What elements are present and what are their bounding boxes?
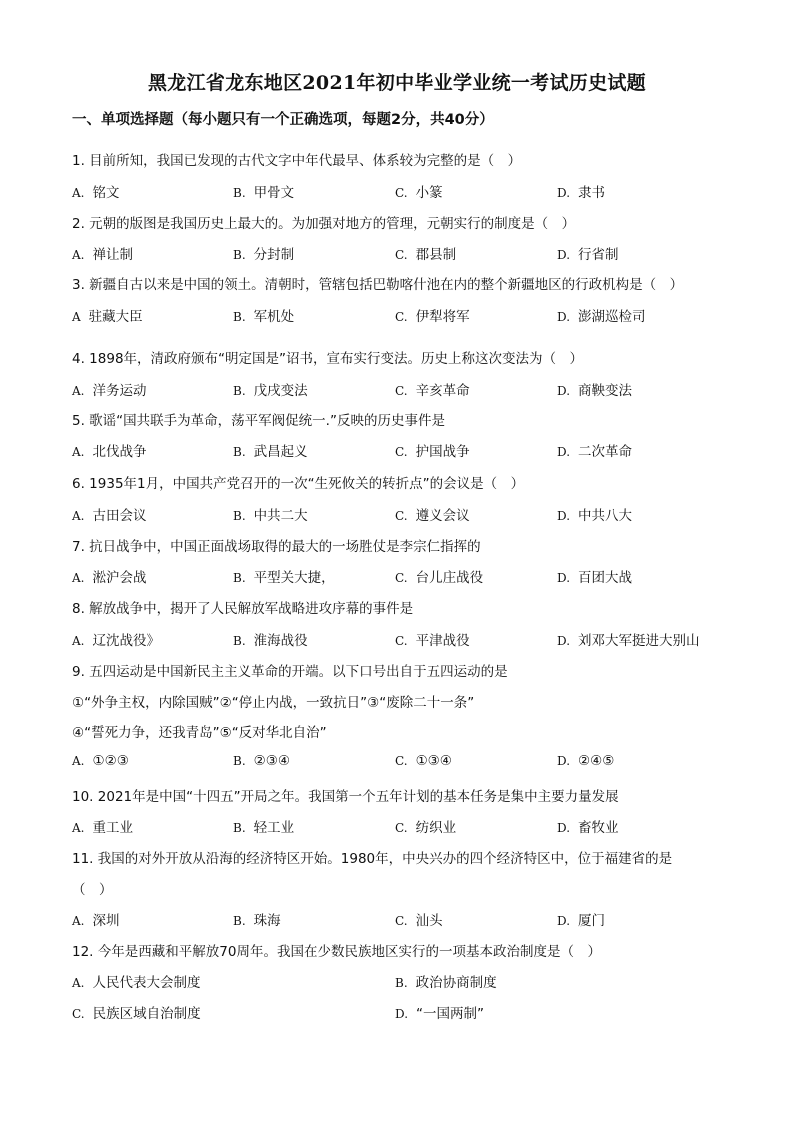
option-text: 二次革命: [578, 444, 633, 460]
question-11-option-b: [233, 909, 281, 929]
option-text: 纺织业: [415, 820, 457, 836]
question-7-stem: 7. 抗日战争中，中国正面战场取得的最大的一场胜仗是李宗仁指挥的: [72, 539, 481, 555]
option-text: 辽沈战役》: [92, 633, 160, 649]
question-6-option-b: [233, 504, 308, 524]
option-text: ①②③: [92, 753, 129, 769]
question-11-stem: （ ）: [72, 882, 113, 898]
question-11-option-d: [557, 909, 605, 929]
option-text: 洋务运动: [92, 383, 147, 399]
option-letter: B.: [233, 914, 246, 928]
question-3-option-a: [72, 305, 143, 325]
option-text: ②④⑤: [578, 753, 615, 769]
option-text: 民族区域自治制度: [92, 1006, 201, 1022]
question-9-stem: ④“誓死力争，还我青岛”⑤“反对华北自治”: [72, 725, 327, 741]
question-6-option-a: [72, 504, 146, 524]
question-8-option-c: [395, 629, 470, 649]
option-letter: A.: [72, 509, 85, 523]
question-1-option-d: [557, 181, 605, 201]
option-letter: D.: [557, 248, 571, 262]
question-4-option-b: [233, 379, 308, 399]
option-text: 平型关大捷，: [253, 570, 335, 586]
option-text: 珠海: [253, 913, 281, 929]
question-9-option-b: [233, 753, 290, 769]
option-text: 汕头: [415, 913, 443, 929]
question-1-stem: 1. 目前所知，我国已发现的古代文字中年代最早、体系较为完整的是（ ）: [72, 153, 522, 169]
option-text: 刘邓大军挺进大别山: [578, 633, 700, 649]
question-7-option-a: [72, 566, 146, 586]
question-10-option-a: [72, 816, 133, 836]
question-2-option-c: [395, 243, 456, 263]
question-5-stem: 5. 歌谣“国共联手为革命，荡平军阀促统一.”反映的历史事件是: [72, 413, 445, 429]
question-1-option-b: [233, 181, 294, 201]
option-text: 小篆: [415, 185, 443, 201]
question-4-option-c: [395, 379, 470, 399]
option-letter: A.: [72, 754, 85, 768]
option-text: ①③④: [415, 753, 452, 769]
question-11-option-a: [72, 909, 119, 929]
option-letter: A: [72, 310, 81, 324]
option-text: 武昌起义: [253, 444, 308, 460]
question-3-option-b: [233, 305, 294, 325]
option-letter: C.: [72, 1007, 85, 1021]
option-letter: C.: [395, 754, 408, 768]
option-letter: C.: [395, 821, 408, 835]
option-text: 北伐战争: [92, 444, 147, 460]
option-text: 遵义会议: [415, 508, 470, 524]
question-6-option-d: [557, 504, 632, 524]
option-text: 重工业: [92, 820, 133, 836]
question-5-option-a: [72, 440, 146, 460]
question-5-option-d: [557, 440, 632, 460]
question-5-option-c: [395, 440, 470, 460]
option-letter: C.: [395, 914, 408, 928]
question-8-option-d: [557, 629, 700, 649]
option-letter: C.: [395, 248, 408, 262]
question-8-option-a: [72, 629, 160, 649]
question-10-stem: 10. 2021年是中国“十四五”开局之年。我国第一个五年计划的基本任务是集中主要力量发展: [72, 789, 619, 805]
option-text: 驻藏大臣: [88, 309, 143, 325]
option-text: 人民代表大会制度: [92, 975, 201, 991]
question-10-option-b: [233, 816, 294, 836]
option-letter: D.: [557, 186, 571, 200]
question-6-option-c: [395, 504, 470, 524]
question-12-stem: 12. 今年是西藏和平解放70周年。我国在少数民族地区实行的一项基本政治制度是（ ）: [72, 944, 601, 960]
option-letter: B.: [233, 384, 246, 398]
option-text: 护国战争: [415, 444, 470, 460]
option-letter: D.: [557, 634, 571, 648]
question-3-stem: 3. 新疆自古以来是中国的领土。清朝时，管辖包括巴勒喀什池在内的整个新疆地区的行政机构是（ ）: [72, 277, 684, 293]
option-text: 淞沪会战: [92, 570, 147, 586]
option-text: 伊犁将军: [415, 309, 470, 325]
option-text: 铭文: [92, 185, 120, 201]
option-text: 政治协商制度: [415, 975, 497, 991]
option-text: 台儿庄战役: [415, 570, 484, 586]
option-letter: B.: [233, 634, 246, 648]
option-text: 古田会议: [92, 508, 147, 524]
option-letter: C.: [395, 571, 408, 585]
question-7-option-d: [557, 566, 632, 586]
option-letter: A.: [72, 821, 85, 835]
option-letter: D.: [557, 821, 571, 835]
question-2-stem: 2. 元朝的版图是我国历史上最大的。为加强对地方的管理，元朝实行的制度是（ ）: [72, 216, 576, 232]
option-letter: C.: [395, 310, 408, 324]
option-text: 平津战役: [415, 633, 470, 649]
question-8-stem: 8. 解放战争中，揭开了人民解放军战略进攻序幕的事件是: [72, 601, 414, 617]
question-12-option-d: [395, 1002, 484, 1022]
question-12-option-b: [395, 971, 497, 991]
option-text: 甲骨文: [253, 185, 295, 201]
option-text: 郡县制: [415, 247, 457, 263]
option-text: 禅让制: [92, 247, 133, 263]
option-letter: A.: [72, 634, 85, 648]
question-1-option-a: [72, 181, 119, 201]
option-text: 淮海战役: [253, 633, 308, 649]
question-4-option-d: [557, 379, 632, 399]
option-text: 行省制: [578, 247, 619, 263]
question-12-option-c: [72, 1002, 201, 1022]
question-3-option-d: [557, 305, 646, 325]
option-letter: B.: [233, 754, 246, 768]
question-11-stem: 11. 我国的对外开放从沿海的经济特区开始。1980年，中央兴办的四个经济特区中，位于福建省的是: [72, 851, 673, 867]
option-text: 中共八大: [578, 508, 633, 524]
section-heading: 一、单项选择题（每小题只有一个正确选项，每题2分，共40分）: [72, 112, 494, 128]
option-letter: D.: [557, 310, 571, 324]
option-letter: B.: [233, 186, 246, 200]
option-text: 军机处: [253, 309, 295, 325]
option-letter: B.: [233, 248, 246, 262]
option-text: 戊戌变法: [253, 383, 308, 399]
option-letter: B.: [233, 821, 246, 835]
option-letter: D.: [557, 445, 571, 459]
option-text: 辛亥革命: [415, 383, 470, 399]
option-text: 畜牧业: [578, 820, 619, 836]
option-letter: D.: [557, 914, 571, 928]
question-2-option-b: [233, 243, 294, 263]
option-letter: B.: [233, 310, 246, 324]
option-letter: D.: [557, 571, 571, 585]
question-7-option-c: [395, 566, 483, 586]
option-text: 分封制: [253, 247, 295, 263]
question-10-option-d: [557, 816, 619, 836]
question-9-option-a: [72, 753, 129, 769]
option-text: “一国两制”: [416, 1006, 485, 1022]
question-6-stem: 6. 1935年1月，中国共产党召开的一次“生死攸关的转折点”的会议是（ ）: [72, 476, 525, 492]
question-11-option-c: [395, 909, 443, 929]
option-letter: A.: [72, 976, 85, 990]
option-letter: A.: [72, 248, 85, 262]
option-letter: A.: [72, 445, 85, 459]
question-9-option-c: [395, 753, 452, 769]
question-2-option-d: [557, 243, 619, 263]
question-12-option-a: [72, 971, 200, 991]
question-1-option-c: [395, 181, 443, 201]
option-letter: A.: [72, 384, 85, 398]
option-letter: C.: [395, 384, 408, 398]
exam-title: 黑龙江省龙东地区2021年初中毕业学业统一考试历史试题: [148, 72, 646, 94]
question-8-option-b: [233, 629, 308, 649]
option-text: 中共二大: [253, 508, 308, 524]
question-5-option-b: [233, 440, 308, 460]
option-letter: B.: [395, 976, 408, 990]
option-letter: A.: [72, 914, 85, 928]
option-text: 百团大战: [578, 570, 633, 586]
question-9-stem: 9. 五四运动是中国新民主主义革命的开端。以下口号出自于五四运动的是: [72, 664, 508, 680]
question-4-stem: 4. 1898年，清政府颁布“明定国是”诏书，宣布实行变法。历史上称这次变法为（ ）: [72, 351, 584, 367]
option-letter: A.: [72, 571, 85, 585]
question-3-option-c: [395, 305, 470, 325]
option-letter: D.: [557, 754, 571, 768]
option-text: ②③④: [253, 753, 290, 769]
option-text: 厦门: [578, 913, 606, 929]
option-letter: C.: [395, 186, 408, 200]
option-letter: D.: [557, 384, 571, 398]
option-text: 深圳: [92, 913, 120, 929]
question-7-option-b: [233, 566, 335, 586]
option-letter: C.: [395, 445, 408, 459]
option-text: 澎湖巡检司: [578, 309, 646, 325]
option-letter: B.: [233, 445, 246, 459]
question-9-option-d: [557, 753, 614, 769]
option-letter: B.: [233, 571, 246, 585]
option-letter: C.: [395, 634, 408, 648]
question-9-stem: ①“外争主权，内除国贼”②“停止内战，一致抗日”③“废除二十一条”: [72, 695, 475, 711]
question-2-option-a: [72, 243, 133, 263]
option-text: 轻工业: [253, 820, 295, 836]
question-4-option-a: [72, 379, 146, 399]
option-letter: C.: [395, 509, 408, 523]
option-letter: D.: [395, 1007, 409, 1021]
option-letter: D.: [557, 509, 571, 523]
option-letter: B.: [233, 509, 246, 523]
question-10-option-c: [395, 816, 456, 836]
option-letter: A.: [72, 186, 85, 200]
option-text: 隶书: [578, 185, 606, 201]
option-text: 商鞅变法: [578, 383, 633, 399]
